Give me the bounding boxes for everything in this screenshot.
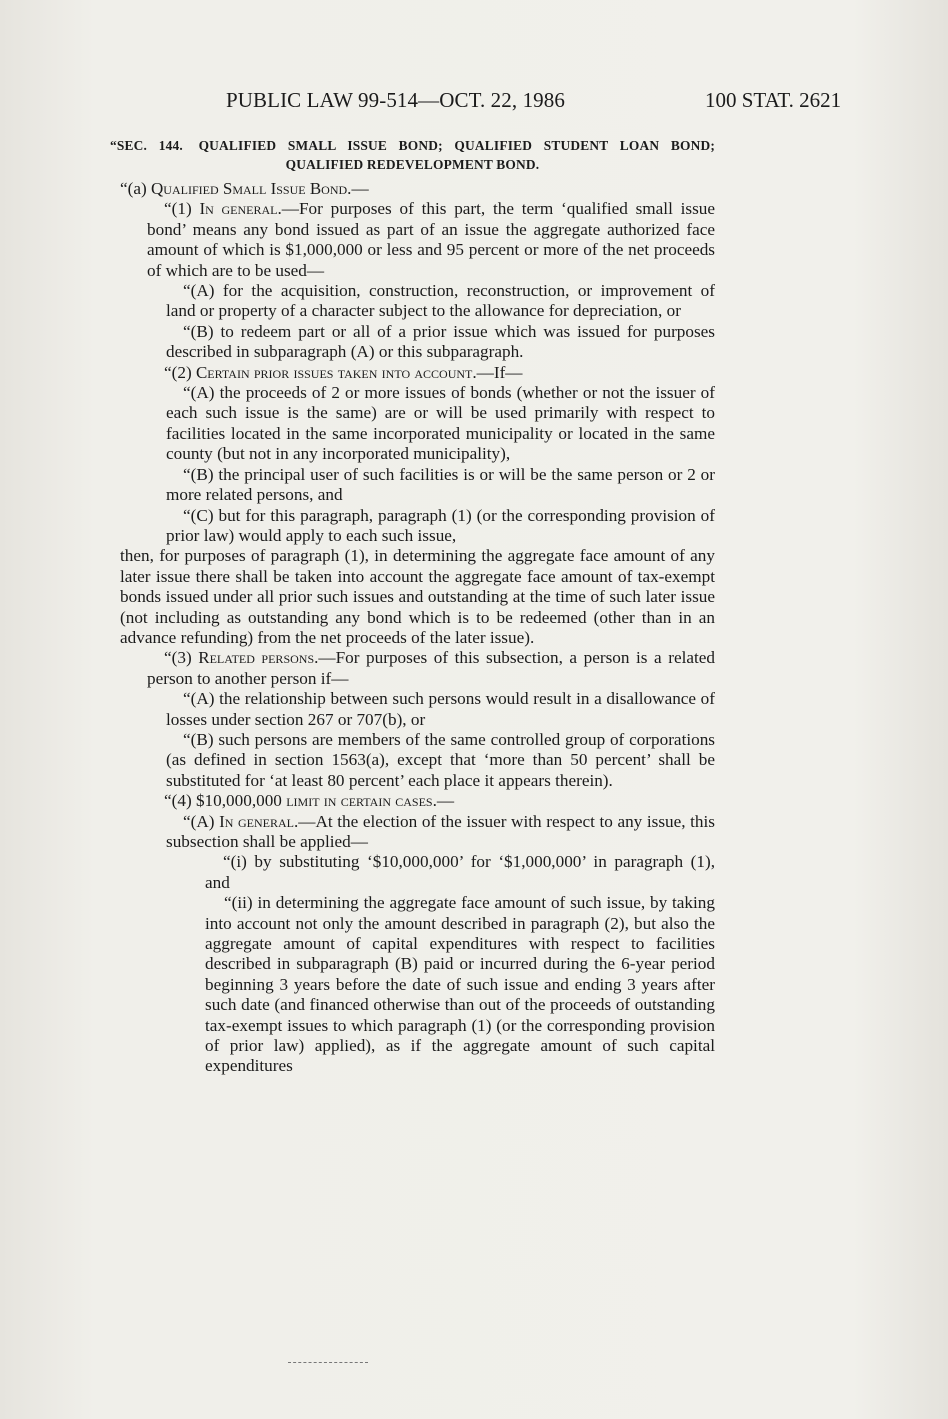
paragraph-1-A: “(A) for the acquisition, construction, reconstruction, or improvement of land or property of a character subject to the allowance for depreciation, or [166,281,715,321]
paragraph-4-A-heading: In general [219,811,294,831]
paragraph-1-heading: In general [199,199,278,219]
paragraph-2-text: .—If— [472,362,523,382]
paragraph-2-heading: Certain prior issues taken into account [195,362,473,382]
section-title: QUALIFIED SMALL ISSUE BOND; QUALIFIED STUDENT LOAN BOND; QUALIFIED REDEVELOPMENT BOND. [198,138,715,172]
subsection-a-label: “(a) [120,179,152,198]
paragraph-3-label: “(3) [164,648,199,668]
paragraph-4-heading: limit in certain cases [286,791,433,811]
paragraph-2-C: “(C) but for this paragraph, paragraph (1) (or the corresponding provision of prior law) would apply to each such issue, [166,505,715,545]
paragraph-4-A-i: “(i) by substituting ‘$10,000,000’ for ‘$1,000,000’ in paragraph (1), and [205,852,715,892]
page-header [0,88,948,120]
paragraph-3-heading: Related persons [198,648,315,668]
paragraph-4-A [110,812,715,853]
paragraph-2 [110,363,715,383]
paragraph-4-A-label: “(A) [183,811,220,831]
paragraph-4-A-ii: “(ii) in determining the aggregate face amount of such issue, by taking into account not only the amount described in paragraph (2), but also the aggregate amount of capital expenditures with respect to facilities described in subparagraph (B) paid or incurred during the 6-year period beginning 3 years before the date of such issue and ending 3 years after such date (and financed otherwise than out of the proceeds of outstanding tax-exempt issues to which paragraph (1) (or the corresponding provision of prior law) applied), as if the aggregate amount of such capital expenditures [205,893,715,1076]
running-head: PUBLIC LAW 99-514—OCT. 22, 1986 [226,88,565,112]
section-heading [110,136,715,174]
paragraph-4-label: “(4) $10,000,000 [164,791,287,811]
paragraph-4-text: .— [432,791,455,811]
section-number: “SEC. 144. [110,138,183,153]
paragraph-1 [110,199,715,281]
paragraph-3-A: “(A) the relationship between such persons would result in a disallowance of losses under section 267 or 707(b), or [166,689,715,729]
paragraph-3 [110,648,715,689]
paragraph-1-label: “(1) [164,199,200,219]
paragraph-2-label: “(2) [164,362,196,382]
statute-text [110,136,715,1077]
paragraph-2-then: then, for purposes of paragraph (1), in determining the aggregate face amount of any later issue there shall be taken into account the aggregate face amount of tax-exempt bonds issued under all prior such issues and outstanding at the time of such later issue (not including as outstanding any bond which is to be redeemed (other than in an advance refunding) from the net proceeds of the later issue). [120,546,715,647]
paragraph-1-B: “(B) to redeem part or all of a prior issue which was issued for purposes described in subparagraph (A) or this subparagraph. [166,321,715,362]
paragraph-2-B: “(B) the principal user of such facilities is or will be the same person or 2 or more related persons, and [166,464,715,505]
paragraph-4 [110,791,715,811]
paragraph-1-text: .—For purposes of this part, the term ‘qualified small issue bond’ means any bond issued as part of an issue the aggregate authorized face amount of which is $1,000,000 or less and 95 percent or more of the net proceeds of which are to be used— [147,199,715,280]
subsection-a-title: Qualified Small Issue Bond [151,179,348,198]
stat-page-number: 100 STAT. 2621 [705,88,842,112]
footer-rule [288,1362,368,1363]
paragraph-3-B: “(B) such persons are members of the same controlled group of corporations (as defined in section 1563(a), except that ‘more than 50 percent’ shall be substituted for ‘at least 80 percent’ each place it appears therein). [166,729,715,790]
paragraph-3-text: .—For purposes of this subsection, a person is a related person to another person if— [147,648,715,688]
paragraph-2-A: “(A) the proceeds of 2 or more issues of bonds (whether or not the issuer of each such issue is the same) are or will be used primarily with respect to facilities located in the same incorporated municipality or located in the same county (but not in any incorporated municipality), [166,383,715,464]
subsection-a-dash: .— [347,179,369,198]
subsection-a-heading [110,179,715,199]
paragraph-4-A-text: .—At the election of the issuer with respect to any issue, this subsection shall be applied— [166,811,715,851]
